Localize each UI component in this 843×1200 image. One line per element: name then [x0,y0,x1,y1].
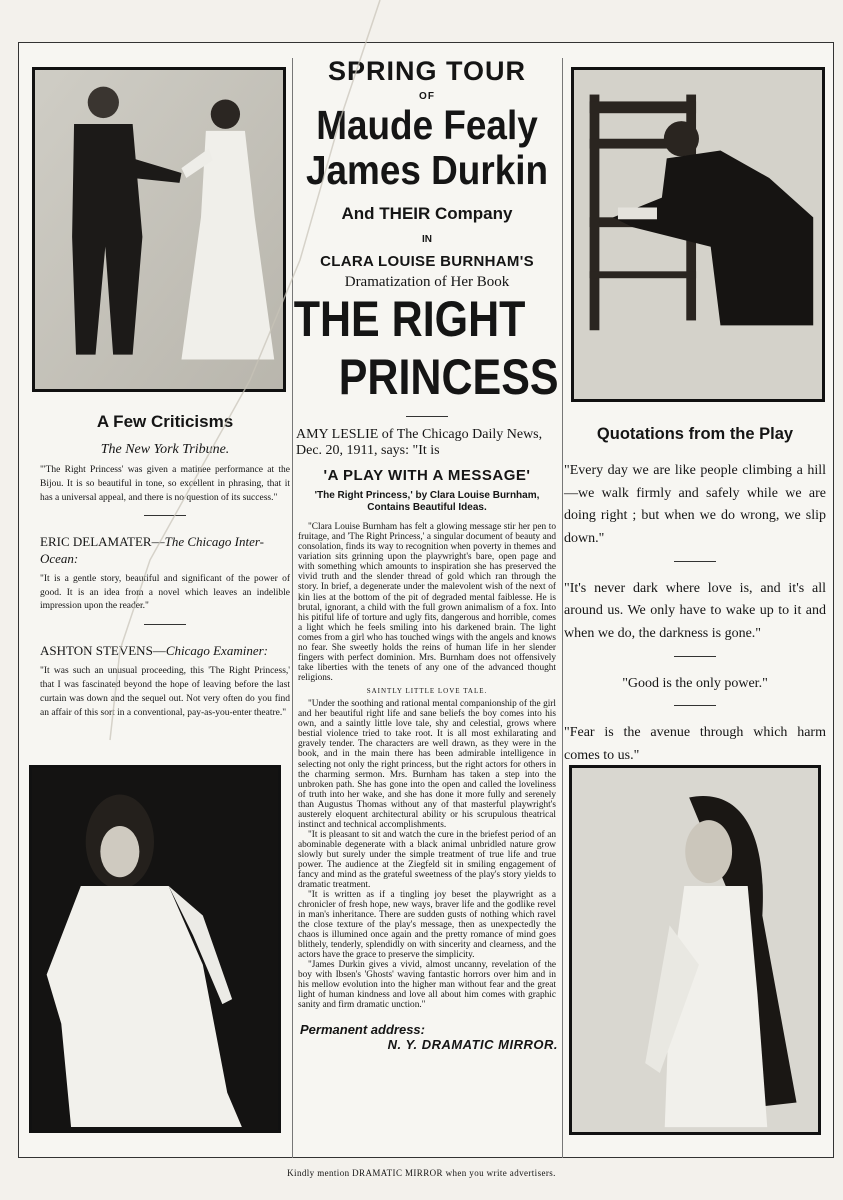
divider [674,656,716,657]
footer-note: Kindly mention DRAMATIC MIRROR when you write advertisers. [287,1168,556,1178]
author-line: CLARA LOUISE BURNHAM'S [320,253,534,271]
star-1: Maude Fealy [316,102,538,148]
review-paragraph: "Clara Louise Burnham has felt a glowing message stir her pen to fruitage, and 'The Right Princess,' a singular document of beauty and consolation, finds its way to recognition when poverty in themes and variation sits grinning upon the playwright's bare, open page and with something which amounts to inspiration she has preserved the vivid truth and the slender thread of gold which ran through the story. In brief, a degenerate under the malevolent wish of the next of kin lies at the bottom of the pit of degraded mental faiblesse. He is brutal, ignorant, a child with the full grown animalism of a fox. Into his pitiful life of torture and ugly fits, dangerous and horrible, comes a light which he feels smiling into his darkened brain. The light comes from a girl who has touched wings with the angels and knows no fear. She sweetly holds the reins of human life in her slender fingers with perfect dominion. Mrs. Burnham does not offensively take liberties with the tenets of any one of the advanced thought religions. [298,522,556,683]
photo-seated-man [571,67,825,402]
review-paragraph: "James Durkin gives a vivid, almost uncanny, revelation of the boy with Ibsen's 'Ghosts' waving fantastic horrors over him and in his mellow evolution into the higher man without fear and the great light of human kindness and love all about him comes with graphic sanity and firm dramatic unction." [298,960,556,1011]
quotation: "Every day we are like people climbing a hill—we walk firmly and safely while we are doing right ; but when we do wrong, we slip down." [564,463,826,547]
column-rule-right [562,58,563,1158]
photo-couple [32,67,286,392]
critic-name: ERIC DELAMATER— [40,534,165,550]
center-column [292,48,562,1052]
critic-source: Chicago Examiner: [165,643,268,659]
play-title-line2: PRINCESS [338,348,559,405]
review-subhead: SAINTLY LITTLE LOVE TALE. [366,686,488,695]
permanent-address-value: N. Y. DRAMATIC MIRROR. [387,1037,558,1053]
quotation: "It's never dark where love is, and it's all around us. We only have to wake up to it and when we do, the darkness is gone." [564,580,826,642]
in-label: IN [422,234,432,246]
permanent-address-label: Permanent address: [300,1022,425,1038]
critic-name: ASHTON STEVENS— [40,643,166,659]
review-intro: AMY LESLIE of The Chicago Daily News, Dec. 20, 1911, says: "It is [296,427,543,459]
quotations-section [564,425,826,768]
play-title [293,291,559,406]
criticism-quote: "'The Right Princess' was given a matinee performance at the Bijou. It is so beautiful in tone, so excellent in phrasing, that it has a universal appeal, and there is no question of its success." [40,465,290,503]
of-label: OF [419,91,435,102]
star-2: James Durkin [305,147,549,194]
criticism-quote: "It was such an unusual proceeding, this 'The Right Princess,' that I was fascinated beyond the hope of leaving before the last curtain was down and the sequel out. Not very often do you find an affair of this sort in a conventional, pay-as-you-enter theatre." [40,666,290,718]
critic-line [40,643,290,659]
tour-heading: SPRING TOUR [327,56,527,86]
quotation: "Good is the only power." [622,675,768,691]
criticism-source: The New York Tribune. [100,442,230,457]
review-headline: 'A PLAY WITH A MESSAGE' [323,467,531,485]
criticism-quote: "It is a gentle story, beautiful and significant of the power of good. It is an idea from a novel which leaves an indelible impression upon the reader." [40,573,290,612]
dramatization-line: Dramatization of Her Book [344,274,510,291]
review-body [292,522,562,1010]
divider [674,561,716,562]
criticisms-heading: A Few Criticisms [96,412,234,431]
photo-woman-right [569,765,821,1135]
criticisms-section [40,412,290,720]
divider [406,416,448,417]
quotations-heading: Quotations from the Play [596,425,794,443]
photo-woman-left [29,765,281,1133]
review-paragraph: "It is pleasant to sit and watch the cure in the briefest period of an abominable degenerate with a black animal unbridled nature grow slowly but surely under the simple treatment of true life and true power. The audience at the Ziegfeld sit in smiling engagement of fancy and mind as the grateful sweetness of the play's story yields to dramatic treatment. [298,829,556,890]
divider [144,624,186,625]
review-subheadline: 'The Right Princess,' by Clara Louise Burnham, Contains Beautiful Ideas. [314,490,540,514]
critic-line [40,534,290,567]
quotation: "Fear is the avenue through which harm comes to us." [564,725,826,764]
review-paragraph: "Under the soothing and rational mental companionship of the girl and her beautiful right life and sane beliefs the boy comes into his own, and a saintly little love tale, shy and celestial, grows where bestial violence tried to take root. It is all most exhilarating and gravely tender. The characters are well drawn, as they were in the book, and in the main there has been admirable intelligence in selecting not only the right princess, but the right actors for others in the charming sermon. Mrs. Burnham has taken a step into the unbroken path. She has gone into the open and called the loveliness of truth into her wake, and she has done it more fully and serenely than Augustus Thomas without any of that masterful playwright's austerely eloquent architectural ability or his scrupulous theatrical instinct and technical accomplishments. [298,699,556,830]
play-title-line1: THE RIGHT [293,291,526,348]
divider [144,515,186,516]
critic-source: The Chicago Inter-Ocean: [40,534,264,566]
review-paragraph: "It is written as if a tingling joy beset the playwright as a chronicler of fresh hope, new ways, braver life and the godlike revel in man's inheritance. There are sudden gusts of nothing which ravel the close texture of the play's message, then as unexpectedly the chaos is illumined once again and the pretty romance of mind goes blithely, tenderly, splendidly on with sincerity and clearness, and the actors have the grace to preserve the simplicity. [298,889,556,961]
divider [674,705,716,706]
company-line: And THEIR Company [341,204,513,224]
